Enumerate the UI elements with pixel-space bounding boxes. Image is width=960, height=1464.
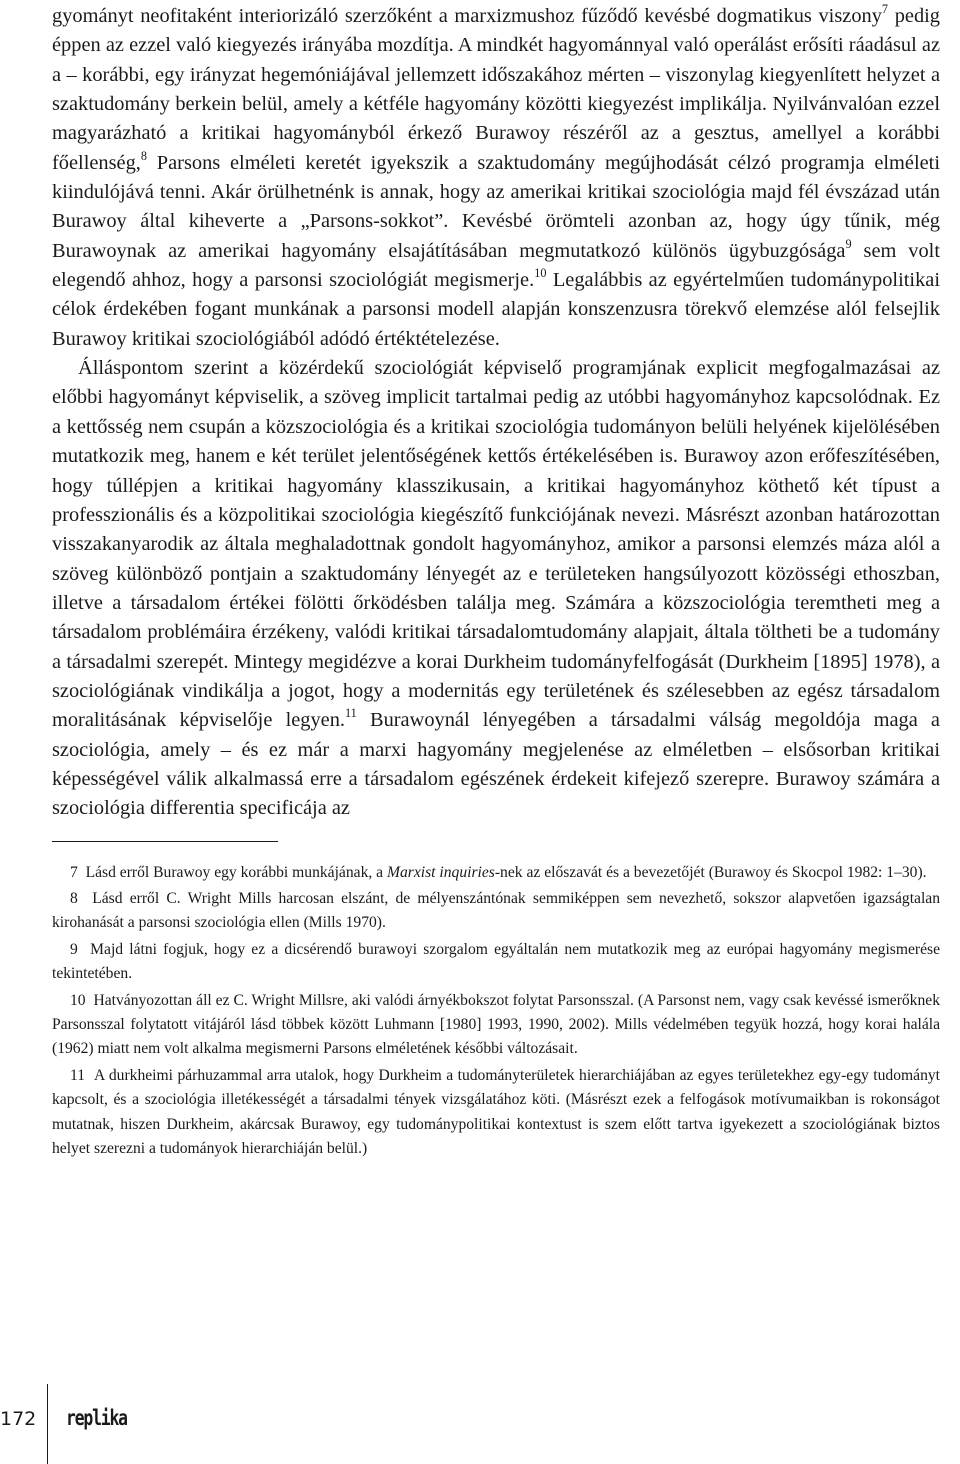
footnote-8: 8 Lásd erről C. Wright Mills harcosan elszánt, de mélyenszántónak semmiképpen sem nevezhető, sokszor alapvetően igazságtalan kirohanását a parsonsi szociológia ellen (Mills 1970). [52,890,940,932]
footnote-number: 9 [70,940,78,958]
footnote-ref-10[interactable]: 10 [534,265,547,280]
footnote-ref-7[interactable]: 7 [881,1,889,16]
main-text [52,2,940,824]
footnote-11: 11 A durkheimi párhuzammal arra utalok, hogy Durkheim a tudományterületek hierarchiájában az egyes területekhez egy-egy tudományt kapcsolt, és a szociológia illetékességét a társadalmi tények vizsgálatához köti. (Másrészt ezek a felfogások motívumaikban is rokonságot mutatnak, hiszen Durkheim, akárcsak Burawoy, egy tudománypolitikai kontextust is szem előtt tartva igyekezett a szociológiának biztos helyet szerezni a tudományok hierarchiáján belül.) [52,1066,940,1158]
book-title: Marxist inquiries [386,863,495,881]
page-footer [0,1384,960,1464]
footnote-number: 8 [70,890,78,908]
footnote-number: 7 [70,863,78,881]
footnote-ref-9[interactable]: 9 [845,236,852,251]
footer-divider [47,1384,48,1464]
footnote-ref-11[interactable]: 11 [345,706,357,721]
footnote-number: 10 [70,991,86,1009]
footnote-separator [52,841,278,842]
paragraph-2: Álláspontom szerint a közérdekű szociológiát képviselő programjának explicit megfogalmazásai az előbbi hagyományt képviselik, a szöveg implicit tartalmai pedig az utóbbi hagyományhoz kapcsolódnak. Ez a kettősség nem csupán a közszociológia és a kritikai szociológia tudományon belüli helyének kijelölésében mutatkozik meg, hanem e két terület jelentőségének kettős értékelésében is. Burawoy azon erőfeszítésében, hogy túllépjen a kritikai hagyomány klasszikusain, a kritikai hagyományhoz köthető két típust a professzionális és a közpolitikai szociológia kiegészítő funkciójának nevezi. Másrészt azonban határozottan visszakanyarodik az általa meghaladottnak gondolt hagyományhoz, amikor a parsonsi elemzés máza alól a szöveg különböző pontjain a szaktudomány lényegét az e területeken hangsúlyozott közösségi ethoszban, illetve a társadalom értékei fölötti őrködésben találja meg. Számára a közszociológia teremtheti meg a társadalom problémáira érzékeny, valódi kritikai társadalomtudomány alapjait, általa töltheti be a tudomány a társadalmi szerepét. Mintegy megidézve a korai Durkheim tudományfelfogását (Durkheim [1895] 1978), a szociológiának vindikálja a jogot, hogy a modernitás egy területének és szélesebben az egész társadalom moralitásának képviselője legyen.$^{11}$ Burawoynál lényegében a társadalmi válság megoldója maga a szociológia, amely – és ez már a marxi hagyomány megjelenése az elméletben – elsősorban kritikai képességével válik alkalmassá erre a társadalom egészének érdekeit kifejező szerepre. Burawoy számára a szociológia differentia specificája az [52,357,940,820]
journal-logo: replika [66,1406,127,1430]
footnote-number: 11 [70,1066,86,1084]
page [52,2,940,1164]
page-number: 172 [0,1408,37,1430]
footnote-7: 7 Lásd erről Burawoy egy korábbi munkájának, a Marxist inquiries-nek az előszavát és a bevezetőjét (Burawoy és Skocpol 1982: 1–30). [70,863,927,881]
paragraph-1: gyományt neofitaként interiorizáló szerzőként a marxizmushoz fűződő kevésbé dogmatikus viszony$^7$ pedig éppen az ezzel való kiegyezés irányába mozdítja. A mindkét hagyománnyal való operálást erősíti ráadásul az a – korábbi, egy irányzat hegemóniájával jellemzett időszakához mérten – viszonylag kiegyenlített helyzet a szaktudomány berkein belül, amely a kétféle hagyomány közötti kiegyezést implikálja. Nyilvánvalóan ezzel magyarázható a kritikai hagyományból érkező Burawoy részéről az a gesztus, amellyel a korábbi főellenség,$^8$ Parsons elméleti keretét igyekszik a szaktudomány megújhodását célzó programja elméleti kiindulójává tenni. Akár örülhetnénk is annak, hogy az amerikai kritikai szociológia majd fél évszázad után Burawoy által kiheverte a „Parsons-sokkot”. Kevésbé örömteli azonban az, hogy úgy tűnik, még Burawoynak az amerikai hagyomány elsajátításában megmutatkozó különös ügybuzgósága$^9$ sem volt elegendő ahhoz, hogy a parsonsi szociológiát megismerje.$^{10}$ Legalábbis az egyértelműen tudománypolitikai célok érdekében fogant munkának a parsonsi modell alapján konszenzusra törekvő elemzése alól felsejlik Burawoy kritikai szociológiából adódó értéktételezése. [52,1,940,350]
footnote-ref-8[interactable]: 8 [140,148,148,163]
footnote-9: 9 Majd látni fogjuk, hogy ez a dicsérendő burawoyi szorgalom egyáltalán nem mutatkozik meg az európai hagyomány megismerése tekintetében. [52,940,940,983]
footnote-10: 10 Hatványozottan áll ez C. Wright Millsre, aki valódi árnyékbokszot folytat Parsonsszal. (A Parsonst nem, vagy csak kevéssé ismerőknek Parsonsszal folytatott vitájáról lásd többek között Luhmann [1980] 1993, 1990, 2002). Mills védelmében tegyük hozzá, hogy korai halála (1962) miatt nem volt alkalma megismerni Parsons elméletének későbbi változásait. [52,991,940,1058]
footnotes [52,861,940,1162]
